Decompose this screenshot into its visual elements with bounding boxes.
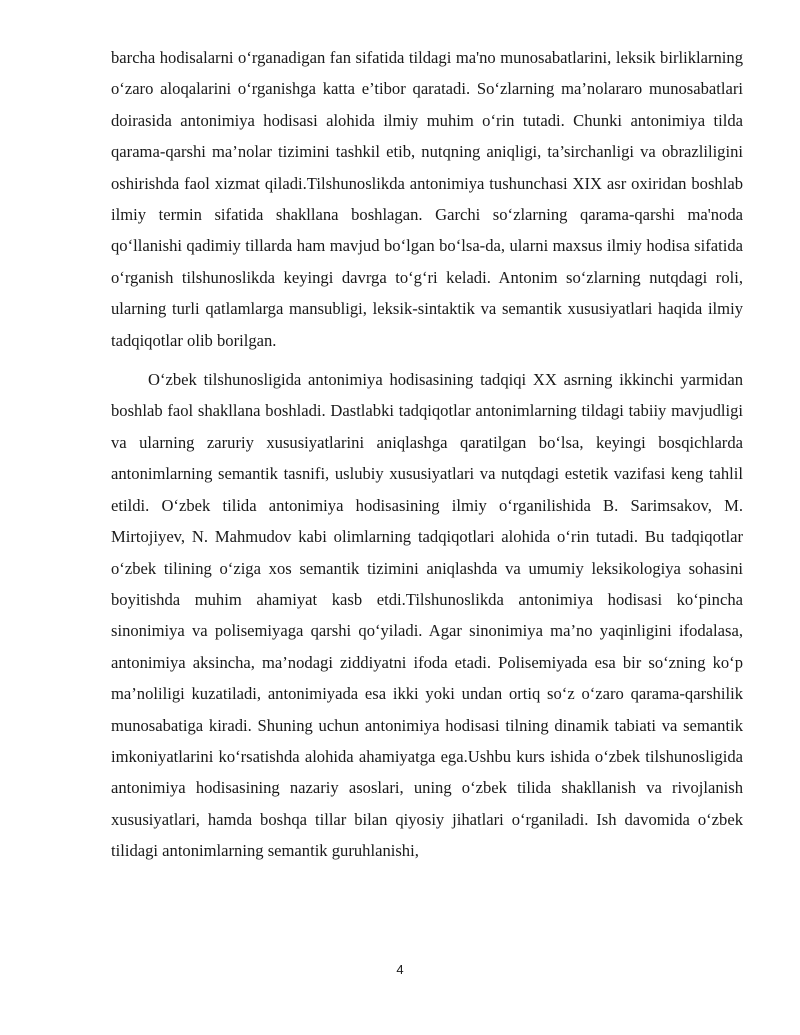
paragraph-continuation: barcha hodisalarni o‘rganadigan fan sifatida tildagi ma'no munosabatlarini, leksik birliklarning o‘zaro aloqalarini o‘rganishga katta e’tibor qaratadi. So‘zlarning ma’nolararo munosabatlari doirasida antonimiya hodisasi alohida ilmiy muhim o‘rin tutadi. Chunki antonimiya tilda qarama-qarshi ma’nolar tizimini tashkil etib, nutqning aniqligi, ta’sirchanligi va obrazliligini oshirishda faol xizmat qiladi.Tilshunoslikda antonimiya tushunchasi XIX asr oxiridan boshlab ilmiy termin sifatida shakllana boshlagan. Garchi so‘zlarning qarama-qarshi ma'noda qo‘llanishi qadimiy tillarda ham mavjud bo‘lgan bo‘lsa-da, ularni maxsus ilmiy hodisa sifatida o‘rganish tilshunoslikda keyingi davrga to‘g‘ri keladi. Antonim so‘zlarning nutqdagi roli, ularning turli qatlamlarga mansubligi, leksik-sintaktik va semantik xususiyatlari haqida ilmiy tadqiqotlar olib borilgan. (111, 48, 743, 350)
paragraph-uzbek-linguistics: O‘zbek tilshunosligida antonimiya hodisasining tadqiqi XX asrning ikkinchi yarmidan boshlab faol shakllana boshladi. Dastlabki tadqiqotlar antonimlarning tildagi tabiiy mavjudligi va ularning zaruriy xususiyatlarini aniqlashga qaratilgan bo‘lsa, keyingi bosqichlarda antonimlarning semantik tasnifi, uslubiy xususiyatlari va nutqdagi estetik vazifasi keng tahlil etildi. O‘zbek tilida antonimiya hodisasining ilmiy o‘rganilishida B. Sarimsakov, M. Mirtojiyev, N. Mahmudov kabi olimlarning tadqiqotlari alohida o‘rin tutadi. Bu tadqiqotlar o‘zbek tilining o‘ziga xos semantik tizimini aniqlashda va umumiy leksikologiya sohasini boyitishda muhim ahamiyat kasb etdi.Tilshunoslikda antonimiya hodisasi ko‘pincha sinonimiya va polisemiyaga qarshi qo‘yiladi. Agar sinonimiya ma’no yaqinligini ifodalasa, antonimiya aksincha, ma’nodagi ziddiyatni ifoda etadi. Polisemiyada esa bir so‘zning ko‘p ma’noliligi kuzatiladi, antonimiyada esa ikki yoki undan ortiq so‘z o‘zaro qarama-qarshilik munosabatiga kiradi. Shuning uchun antonimiya hodisasi tilning dinamik tabiati va semantik imkoniyatlarini ko‘rsatishda alohida ahamiyatga ega.Ushbu kurs ishida o‘zbek tilshunosligida antonimiya hodisasining nazariy asoslari, uning o‘zbek tilida shakllanish va rivojlanish xususiyatlari, hamda boshqa tillar bilan qiyosiy jihatlari o‘rganiladi. Ish davomida o‘zbek tilidagi antonimlarning semantik guruhlanishi, (111, 370, 743, 861)
body-text (111, 42, 743, 867)
page-number: 4 (396, 962, 404, 977)
